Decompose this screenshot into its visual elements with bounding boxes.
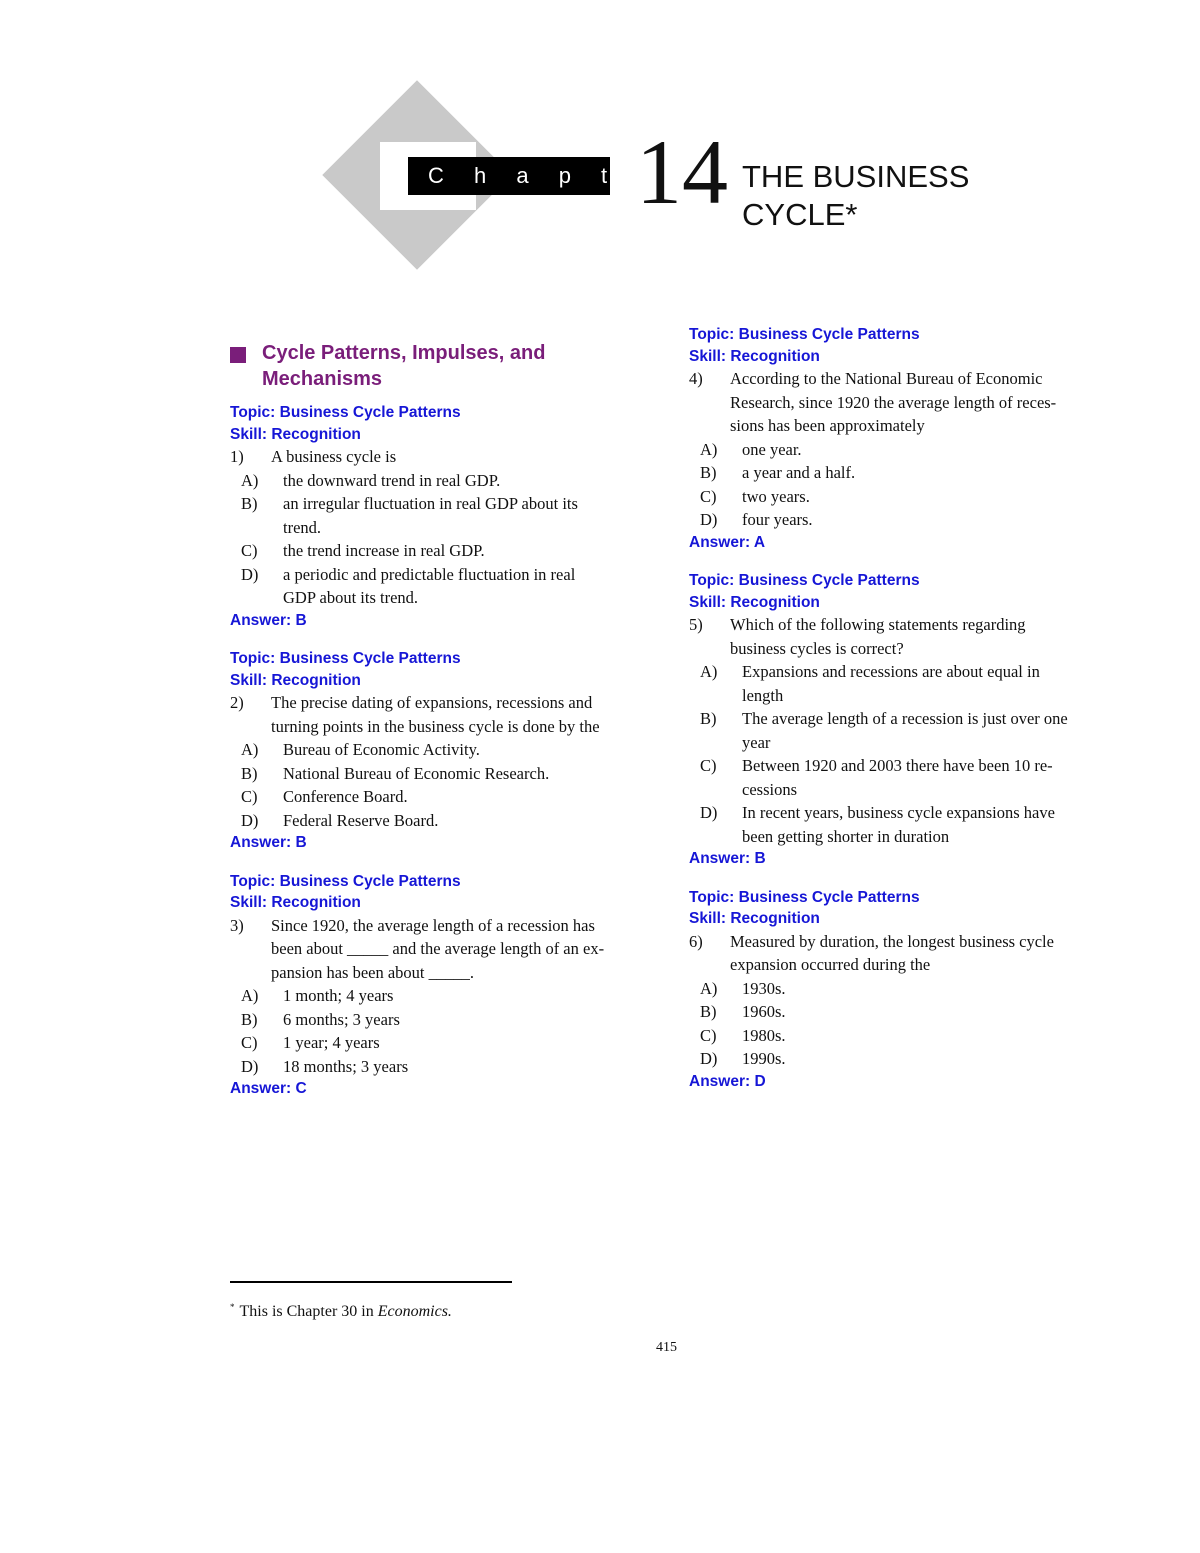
question-number: 1) [230, 447, 244, 466]
option-text-line: 1 year; 4 years [283, 1033, 380, 1052]
option-label: C) [241, 787, 258, 806]
option-text-line: The average length of a recession is just over one [742, 709, 1068, 728]
question-stem-line: A business cycle is [271, 447, 397, 466]
skill-label: Skill: Recognition [689, 347, 820, 365]
option-text-line: GDP about its trend. [283, 588, 419, 607]
topic-label: Topic: Business Cycle Patterns [689, 326, 920, 343]
chapter-title-line1: THE BUSINESS [742, 159, 970, 194]
question-number: 5) [689, 615, 703, 634]
question-stem [230, 691, 660, 738]
answer-option [230, 539, 660, 563]
chapter-number: 14 [636, 121, 728, 223]
question-stem [689, 930, 1119, 977]
question-number: 6) [689, 931, 703, 951]
option-label: A) [241, 740, 259, 759]
question-block [230, 648, 660, 854]
answer-option [689, 461, 1119, 485]
option-text-line: a periodic and predictable fluctuation in real [283, 564, 576, 584]
question-stem-line: Since 1920, the average length of a recession has [271, 915, 595, 935]
answer-option [689, 438, 1119, 462]
question-stem-line: been about _____ and the average length of an ex- [271, 939, 605, 958]
answer-option [230, 762, 660, 786]
answer-option [230, 563, 660, 610]
option-label: C) [241, 541, 258, 560]
option-label: B) [700, 709, 717, 728]
section-heading-line1: Cycle Patterns, Impulses, and [262, 342, 546, 364]
footnote [230, 1296, 452, 1323]
answer-option [230, 1055, 660, 1079]
question-block [689, 570, 1119, 870]
topic-label: Topic: Business Cycle Patterns [230, 404, 461, 421]
option-text-line: 1 month; 4 years [283, 986, 394, 1005]
skill-label: Skill: Recognition [230, 425, 361, 443]
answer-key: Answer: B [230, 834, 307, 851]
square-bullet-icon [230, 347, 246, 363]
option-text-line: two years. [742, 486, 810, 506]
option-label: B) [241, 494, 258, 513]
answer-option [689, 485, 1119, 509]
answer-key: Answer: A [689, 533, 766, 551]
option-text-line: National Bureau of Economic Research. [283, 763, 550, 783]
option-text-line: 1980s. [742, 1025, 786, 1045]
answer-option [689, 754, 1119, 801]
option-label: C) [241, 1033, 258, 1052]
skill-label: Skill: Recognition [230, 894, 361, 911]
option-label: C) [700, 1025, 717, 1045]
topic-label: Topic: Business Cycle Patterns [230, 650, 461, 667]
question-stem-line: business cycles is correct? [730, 638, 904, 658]
option-label: B) [241, 763, 258, 783]
option-text-line: cessions [742, 779, 797, 799]
question-number: 3) [230, 915, 244, 935]
option-text-line: the trend increase in real GDP. [283, 541, 485, 560]
skill-label: Skill: Recognition [689, 910, 820, 927]
option-label: A) [700, 662, 718, 681]
answer-option [689, 977, 1119, 1001]
chapter-title [742, 158, 969, 234]
chapter-label: C h a p t e r [408, 157, 610, 195]
topic-label: Topic: Business Cycle Patterns [689, 572, 920, 589]
question-stem [689, 613, 1119, 660]
answer-option [230, 785, 660, 809]
question-block [689, 324, 1119, 553]
question-stem-line: Which of the following statements regarding [730, 615, 1026, 634]
question-stem [689, 367, 1119, 438]
answer-option [230, 984, 660, 1008]
option-text-line: In recent years, business cycle expansions have [742, 803, 1055, 822]
option-label: D) [241, 564, 259, 584]
option-text-line: Federal Reserve Board. [283, 810, 439, 830]
skill-label: Skill: Recognition [230, 671, 361, 689]
option-text-line: Bureau of Economic Activity. [283, 740, 480, 759]
answer-option [689, 660, 1119, 707]
left-column [230, 340, 660, 1117]
option-text-line: 1930s. [742, 978, 786, 998]
option-label: C) [700, 756, 717, 775]
answer-key: Answer: B [230, 611, 307, 629]
option-text-line: Conference Board. [283, 787, 408, 806]
question-stem-line: expansion occurred during the [730, 955, 931, 974]
chapter-title-line2: CYCLE* [742, 197, 858, 232]
option-label: A) [700, 978, 718, 998]
question-stem-line: Research, since 1920 the average length of reces- [730, 392, 1057, 412]
question-block [689, 887, 1119, 1093]
answer-option [689, 801, 1119, 848]
question-block [230, 871, 660, 1100]
question-stem-line: Measured by duration, the longest business cycle [730, 931, 1054, 951]
option-text-line: an irregular fluctuation in real GDP about its [283, 494, 578, 513]
answer-option [230, 738, 660, 762]
question-stem-line: sions has been approximately [730, 416, 925, 435]
question-number: 4) [689, 369, 703, 388]
section-heading [230, 340, 660, 392]
topic-label: Topic: Business Cycle Patterns [689, 888, 920, 906]
answer-key: Answer: B [689, 850, 766, 867]
question-stem-line: According to the National Bureau of Economic [730, 369, 1043, 388]
option-text-line: a year and a half. [742, 463, 856, 482]
footnote-mark: * [230, 1302, 235, 1312]
option-text-line: 6 months; 3 years [283, 1009, 400, 1029]
answer-option [689, 1000, 1119, 1024]
option-text-line: length [742, 685, 784, 705]
answer-option [230, 469, 660, 493]
option-label: A) [700, 439, 718, 459]
option-text-line: 1960s. [742, 1002, 786, 1021]
answer-key: Answer: D [689, 1072, 766, 1090]
option-text-line: one year. [742, 439, 802, 459]
question-stem-line: turning points in the business cycle is done by the [271, 716, 600, 736]
section-heading-line2: Mechanisms [262, 368, 383, 390]
option-text-line: 1990s. [742, 1049, 786, 1068]
answer-option [230, 1008, 660, 1032]
option-label: C) [700, 486, 717, 506]
answer-option [230, 492, 660, 539]
option-label: D) [700, 803, 718, 822]
option-text-line: year [742, 732, 771, 752]
option-text-line: four years. [742, 510, 813, 529]
skill-label: Skill: Recognition [689, 593, 820, 611]
answer-option [230, 1031, 660, 1055]
option-text-line: Expansions and recessions are about equal in [742, 662, 1040, 681]
topic-label: Topic: Business Cycle Patterns [230, 872, 461, 890]
question-stem [230, 914, 660, 985]
option-label: D) [241, 810, 259, 830]
option-label: D) [241, 1056, 259, 1076]
option-label: B) [700, 1002, 717, 1021]
footnote-book-title: Economics. [377, 1303, 452, 1320]
option-text-line: the downward trend in real GDP. [283, 470, 501, 490]
option-label: B) [241, 1009, 258, 1029]
answer-option [230, 809, 660, 833]
option-label: A) [241, 470, 259, 490]
question-stem-line: The precise dating of expansions, recessions and [271, 693, 593, 712]
answer-option [689, 707, 1119, 754]
footnote-divider [230, 1281, 512, 1283]
question-stem-line: pansion has been about _____. [271, 962, 475, 982]
footnote-text: This is Chapter 30 in [239, 1303, 378, 1320]
option-text-line: Between 1920 and 2003 there have been 10 re- [742, 756, 1053, 775]
question-block [230, 402, 660, 631]
answer-option [689, 1047, 1119, 1071]
option-label: D) [700, 1049, 718, 1068]
answer-key: Answer: C [230, 1080, 307, 1097]
right-column [689, 324, 1119, 1109]
option-text-line: been getting shorter in duration [742, 826, 950, 846]
option-label: B) [700, 463, 717, 482]
option-label: A) [241, 986, 259, 1005]
answer-option [689, 508, 1119, 532]
question-number: 2) [230, 693, 244, 712]
page-number: 415 [656, 1340, 677, 1355]
answer-option [689, 1024, 1119, 1048]
question-stem [230, 445, 660, 469]
option-text-line: trend. [283, 517, 322, 537]
option-label: D) [700, 510, 718, 529]
option-text-line: 18 months; 3 years [283, 1056, 409, 1076]
